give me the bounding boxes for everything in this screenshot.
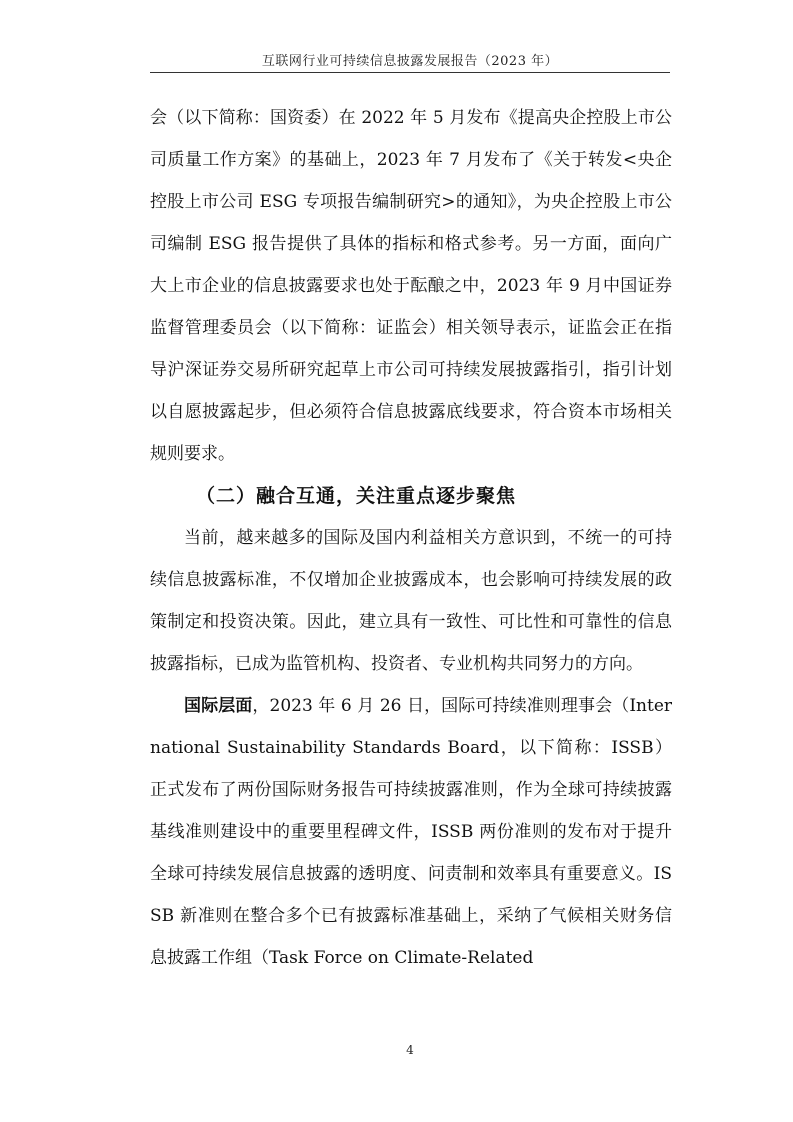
section-heading: （二）融合互通，关注重点逐步聚焦 [196, 485, 517, 507]
running-header: 互联网行业可持续信息披露发展报告（2023 年） [261, 54, 559, 69]
page-number: 4 [406, 1043, 414, 1057]
paragraph-1: 会（以下简称：国资委）在 2022 年 5 月发布《提高央企控股上市公司质量工作方案》的基础上，2023 年 7 月发布了《关于转发<央企控股上市公司 ESG 专项报告编制研究>的通知》，为央企控股上市公司编制 ESG 报告提供了具体的指标和格式参考。另一方面，面向广大上市企业的信息披露要求也处于酝酿之中，2023 年 9 月中国证券监督管理委员会（以下简称：证监会）相关领导表示，证监会正在指导沪深证券交易所研究起草上市公司可持续发展披露指引，指引计划以自愿披露起步，但必须符合信息披露底线要求，符合资本市场相关规则要求。 [150, 108, 672, 464]
paragraph-2: 当前，越来越多的国际及国内利益相关方意识到，不统一的可持续信息披露标准，不仅增加企业披露成本，也会影响可持续发展的政策制定和投资决策。因此，建立具有一致性、可比性和可靠性的信息披露指标，已成为监管机构、投资者、专业机构共同努力的方向。 [150, 528, 672, 674]
paragraph-3-lead: 国际层面 [184, 696, 253, 716]
paragraph-3 [150, 685, 672, 979]
paragraph-3-text: ，2023 年 6 月 26 日，国际可持续准则理事会（International Sustainability Standards Board，以下简称：ISSB）正式发布了两份国际财务报告可持续披露准则，作为全球可持续披露基线准则建设中的重要里程碑文件，ISSB 两份准则的发布对于提升全球可持续发展信息披露的透明度、问责制和效率具有重要意义。ISSB 新准则在整合多个已有披露标准基础上，采纳了气候相关财务信息披露工作组（Task Force on Climate-Related [150, 696, 672, 968]
header-rule [150, 72, 670, 73]
page-body [150, 97, 672, 979]
